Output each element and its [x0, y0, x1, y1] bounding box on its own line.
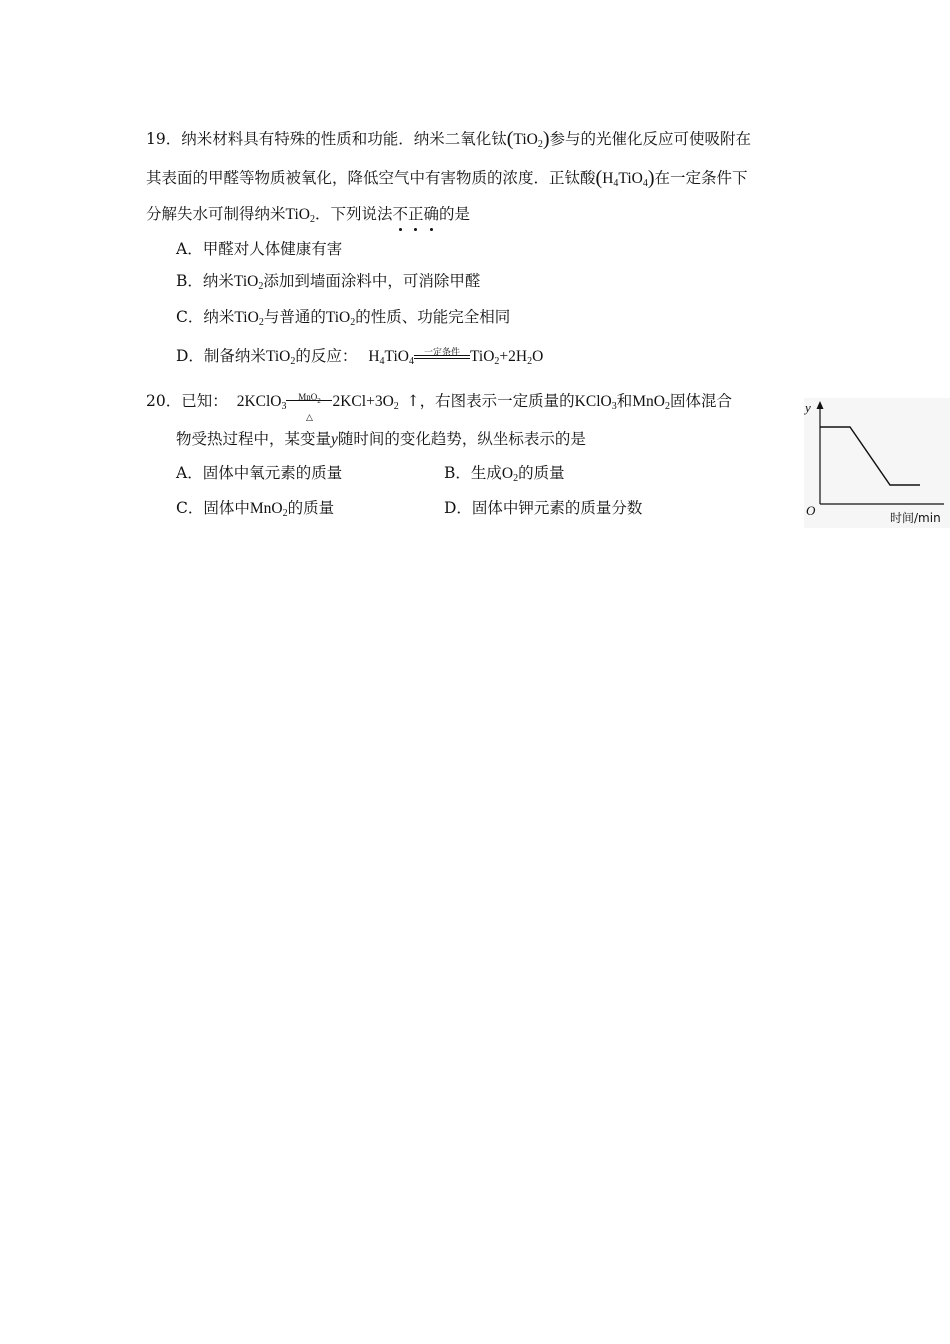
q20-option-c: C．固体中MnO$_2$的质量	[176, 499, 335, 519]
emphasis-dot-char: 正	[407, 205, 424, 223]
q19-text-3b: ．下列说法	[314, 205, 393, 223]
y-axis-arrow	[817, 401, 824, 409]
q20-option-b: B．生成$O_2$的质量	[444, 464, 565, 484]
q20-line1: 20．已知： 2KClO$_3$ MnO$_2$ △ $2KCl+3O_2$ ↑，右图表示一定质量的KClO$_3$和MnO$_2$固体混合	[146, 390, 732, 413]
q19-text-3c: 的是	[439, 205, 471, 223]
origin-label: O	[806, 503, 816, 518]
q19-line1: 19．纳米材料具有特殊的性质和功能．纳米二氧化钛(TiO$_2$)参与的光催化反应可使吸附在	[146, 128, 752, 150]
q19-line2: 其表面的甲醛等物质被氧化，降低空气中有害物质的浓度．正钛酸$(H_4TiO_4)$在一定条件下	[146, 167, 748, 189]
q19-line3: 分解失水可制得纳米TiO$_2$．下列说法不正确的是	[146, 205, 471, 225]
graph-svg	[804, 398, 950, 528]
q19-option-b: B．纳米TiO$_2$添加到墙面涂料中，可消除甲醛	[176, 272, 481, 292]
emphasis-dot-char: 不	[392, 205, 408, 223]
catalyst-heat-arrow: MnO$_2$ △	[286, 392, 332, 412]
q19-option-c: C．纳米TiO$_2$与普通的TiO$_2$的性质、功能完全相同	[176, 308, 511, 328]
q20-number: 20．	[146, 392, 182, 410]
y-axis-label: y	[805, 400, 811, 415]
q20-option-d: D．固体中钾元素的质量分数	[444, 499, 643, 517]
reaction-equation: $H_4TiO_4$ 一定条件 $TiO_2+2H_2O$	[368, 347, 544, 367]
variable-time-graph	[804, 398, 950, 528]
q19-option-d: D．制备纳米TiO$_2$的反应： $H_4TiO_4$ 一定条件 $TiO_2+2H_2O$	[176, 347, 544, 367]
q19-number: 19．	[146, 130, 182, 148]
q19-text-3a: 分解失水可制得纳米	[146, 205, 286, 223]
q19-text-1a: 纳米材料具有特殊的性质和功能．纳米二氧化钛	[181, 130, 507, 148]
q19-option-a: A．甲醛对人体健康有害	[176, 240, 343, 258]
reaction-condition-arrow: 一定条件	[414, 347, 470, 367]
q20-line2: 物受热过程中，某变量y随时间的变化趋势，纵坐标表示的是	[176, 430, 586, 448]
gas-arrow-icon: ↑	[406, 392, 420, 410]
q19-text-1b: 参与的光催化反应可使吸附在	[549, 130, 752, 148]
data-curve	[820, 427, 920, 485]
x-axis-label: 时间/min	[890, 511, 941, 525]
heat-symbol: △	[306, 412, 313, 423]
q20-option-a: A．固体中氧元素的质量	[176, 464, 343, 482]
emphasis-dot-char: 确	[423, 205, 440, 223]
decomposition-equation: 2KClO$_3$ MnO$_2$ △ $2KCl+3O_2$	[237, 393, 403, 410]
q19-text-2b: 在一定条件下	[654, 169, 748, 187]
q19-text-2a: 其表面的甲醛等物质被氧化，降低空气中有害物质的浓度．正钛酸	[146, 169, 596, 187]
